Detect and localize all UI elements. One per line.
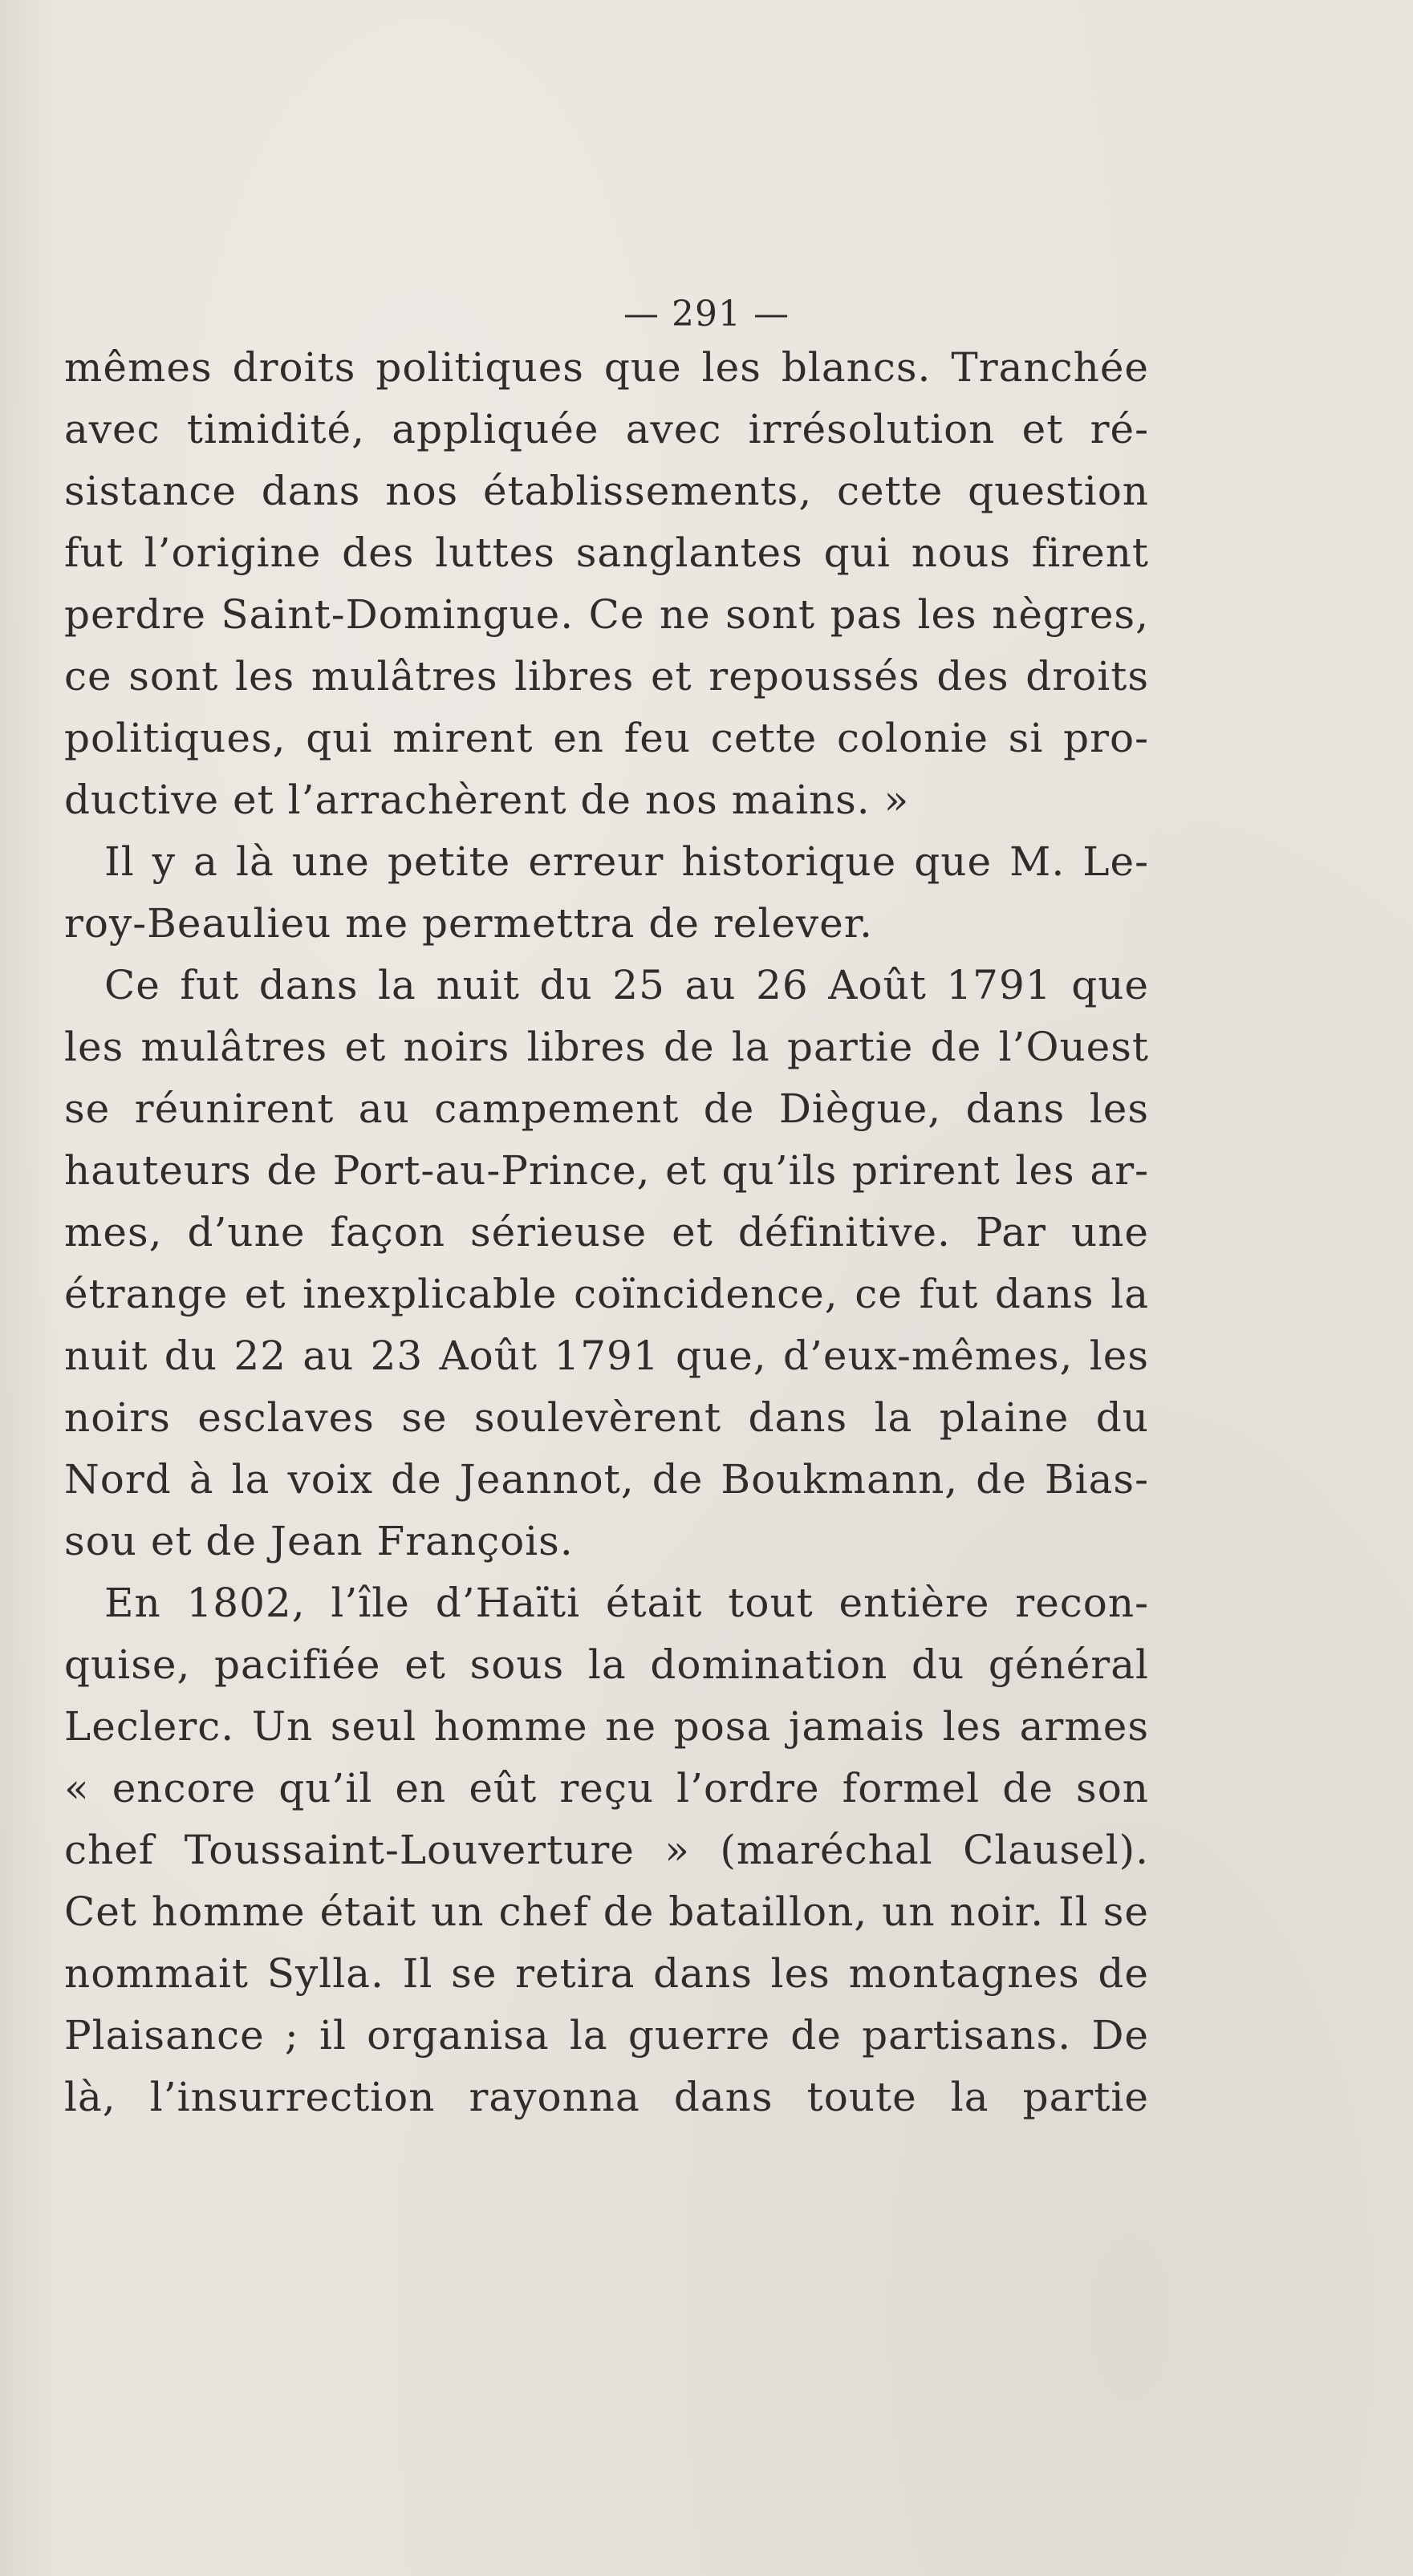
text-line: mêmes droits politiques que les blancs. Tranchée <box>64 344 1149 391</box>
text-line: mes, d’une façon sérieuse et définitive. Par une <box>64 1209 1149 1256</box>
text-line: chef Toussaint-Louverture » (maréchal Clausel). <box>64 1827 1149 1873</box>
paragraph-first-line: En 1802, l’île d’Haïti était tout entière recon- <box>104 1580 1149 1626</box>
text-line: fut l’origine des luttes sanglantes qui nous firent <box>64 529 1149 576</box>
text-line: ce sont les mulâtres libres et repoussés des droits <box>64 653 1149 700</box>
text-line: étrange et inexplicable coïncidence, ce fut dans la <box>64 1271 1149 1317</box>
text-line: hauteurs de Port-au-Prince, et qu’ils prirent les ar- <box>64 1147 1149 1194</box>
page-gutter-shadow <box>0 0 56 2576</box>
text-line: « encore qu’il en eût reçu l’ordre formel de son <box>64 1765 1149 1811</box>
text-line: les mulâtres et noirs libres de la partie de l’Ouest <box>64 1024 1149 1070</box>
text-line: noirs esclaves se soulevèrent dans la plaine du <box>64 1394 1149 1441</box>
text-line: Plaisance ; il organisa la guerre de partisans. De <box>64 2012 1149 2059</box>
text-line: roy-Beaulieu me permettra de relever. <box>64 900 874 947</box>
text-line: là, l’insurrection rayonna dans toute la partie <box>64 2074 1149 2120</box>
text-line: se réunirent au campement de Diègue, dans les <box>64 1085 1149 1132</box>
text-line: ductive et l’arrachèrent de nos mains. » <box>64 777 910 823</box>
text-line: Leclerc. Un seul homme ne posa jamais les armes <box>64 1703 1149 1750</box>
text-line: perdre Saint-Domingue. Ce ne sont pas les nègres, <box>64 591 1149 638</box>
text-line: Nord à la voix de Jeannot, de Boukmann, de Bias- <box>64 1456 1149 1503</box>
text-line: nommait Sylla. Il se retira dans les montagnes de <box>64 1950 1149 1997</box>
paragraph-first-line: Ce fut dans la nuit du 25 au 26 Août 1791 que <box>104 962 1149 1008</box>
text-line: sou et de Jean François. <box>64 1518 574 1564</box>
paragraph-first-line: Il y a là une petite erreur historique que M. Le- <box>104 838 1149 885</box>
text-line: Cet homme était un chef de bataillon, un noir. Il se <box>64 1888 1149 1935</box>
text-line: politiques, qui mirent en feu cette colonie si pro- <box>64 715 1149 761</box>
page-number: — 291 — <box>623 294 790 335</box>
text-line: avec timidité, appliquée avec irrésolution et ré- <box>64 406 1149 452</box>
text-line: nuit du 22 au 23 Août 1791 que, d’eux-mêmes, les <box>64 1333 1149 1379</box>
text-line: quise, pacifiée et sous la domination du général <box>64 1641 1149 1688</box>
text-line: sistance dans nos établissements, cette question <box>64 468 1149 514</box>
